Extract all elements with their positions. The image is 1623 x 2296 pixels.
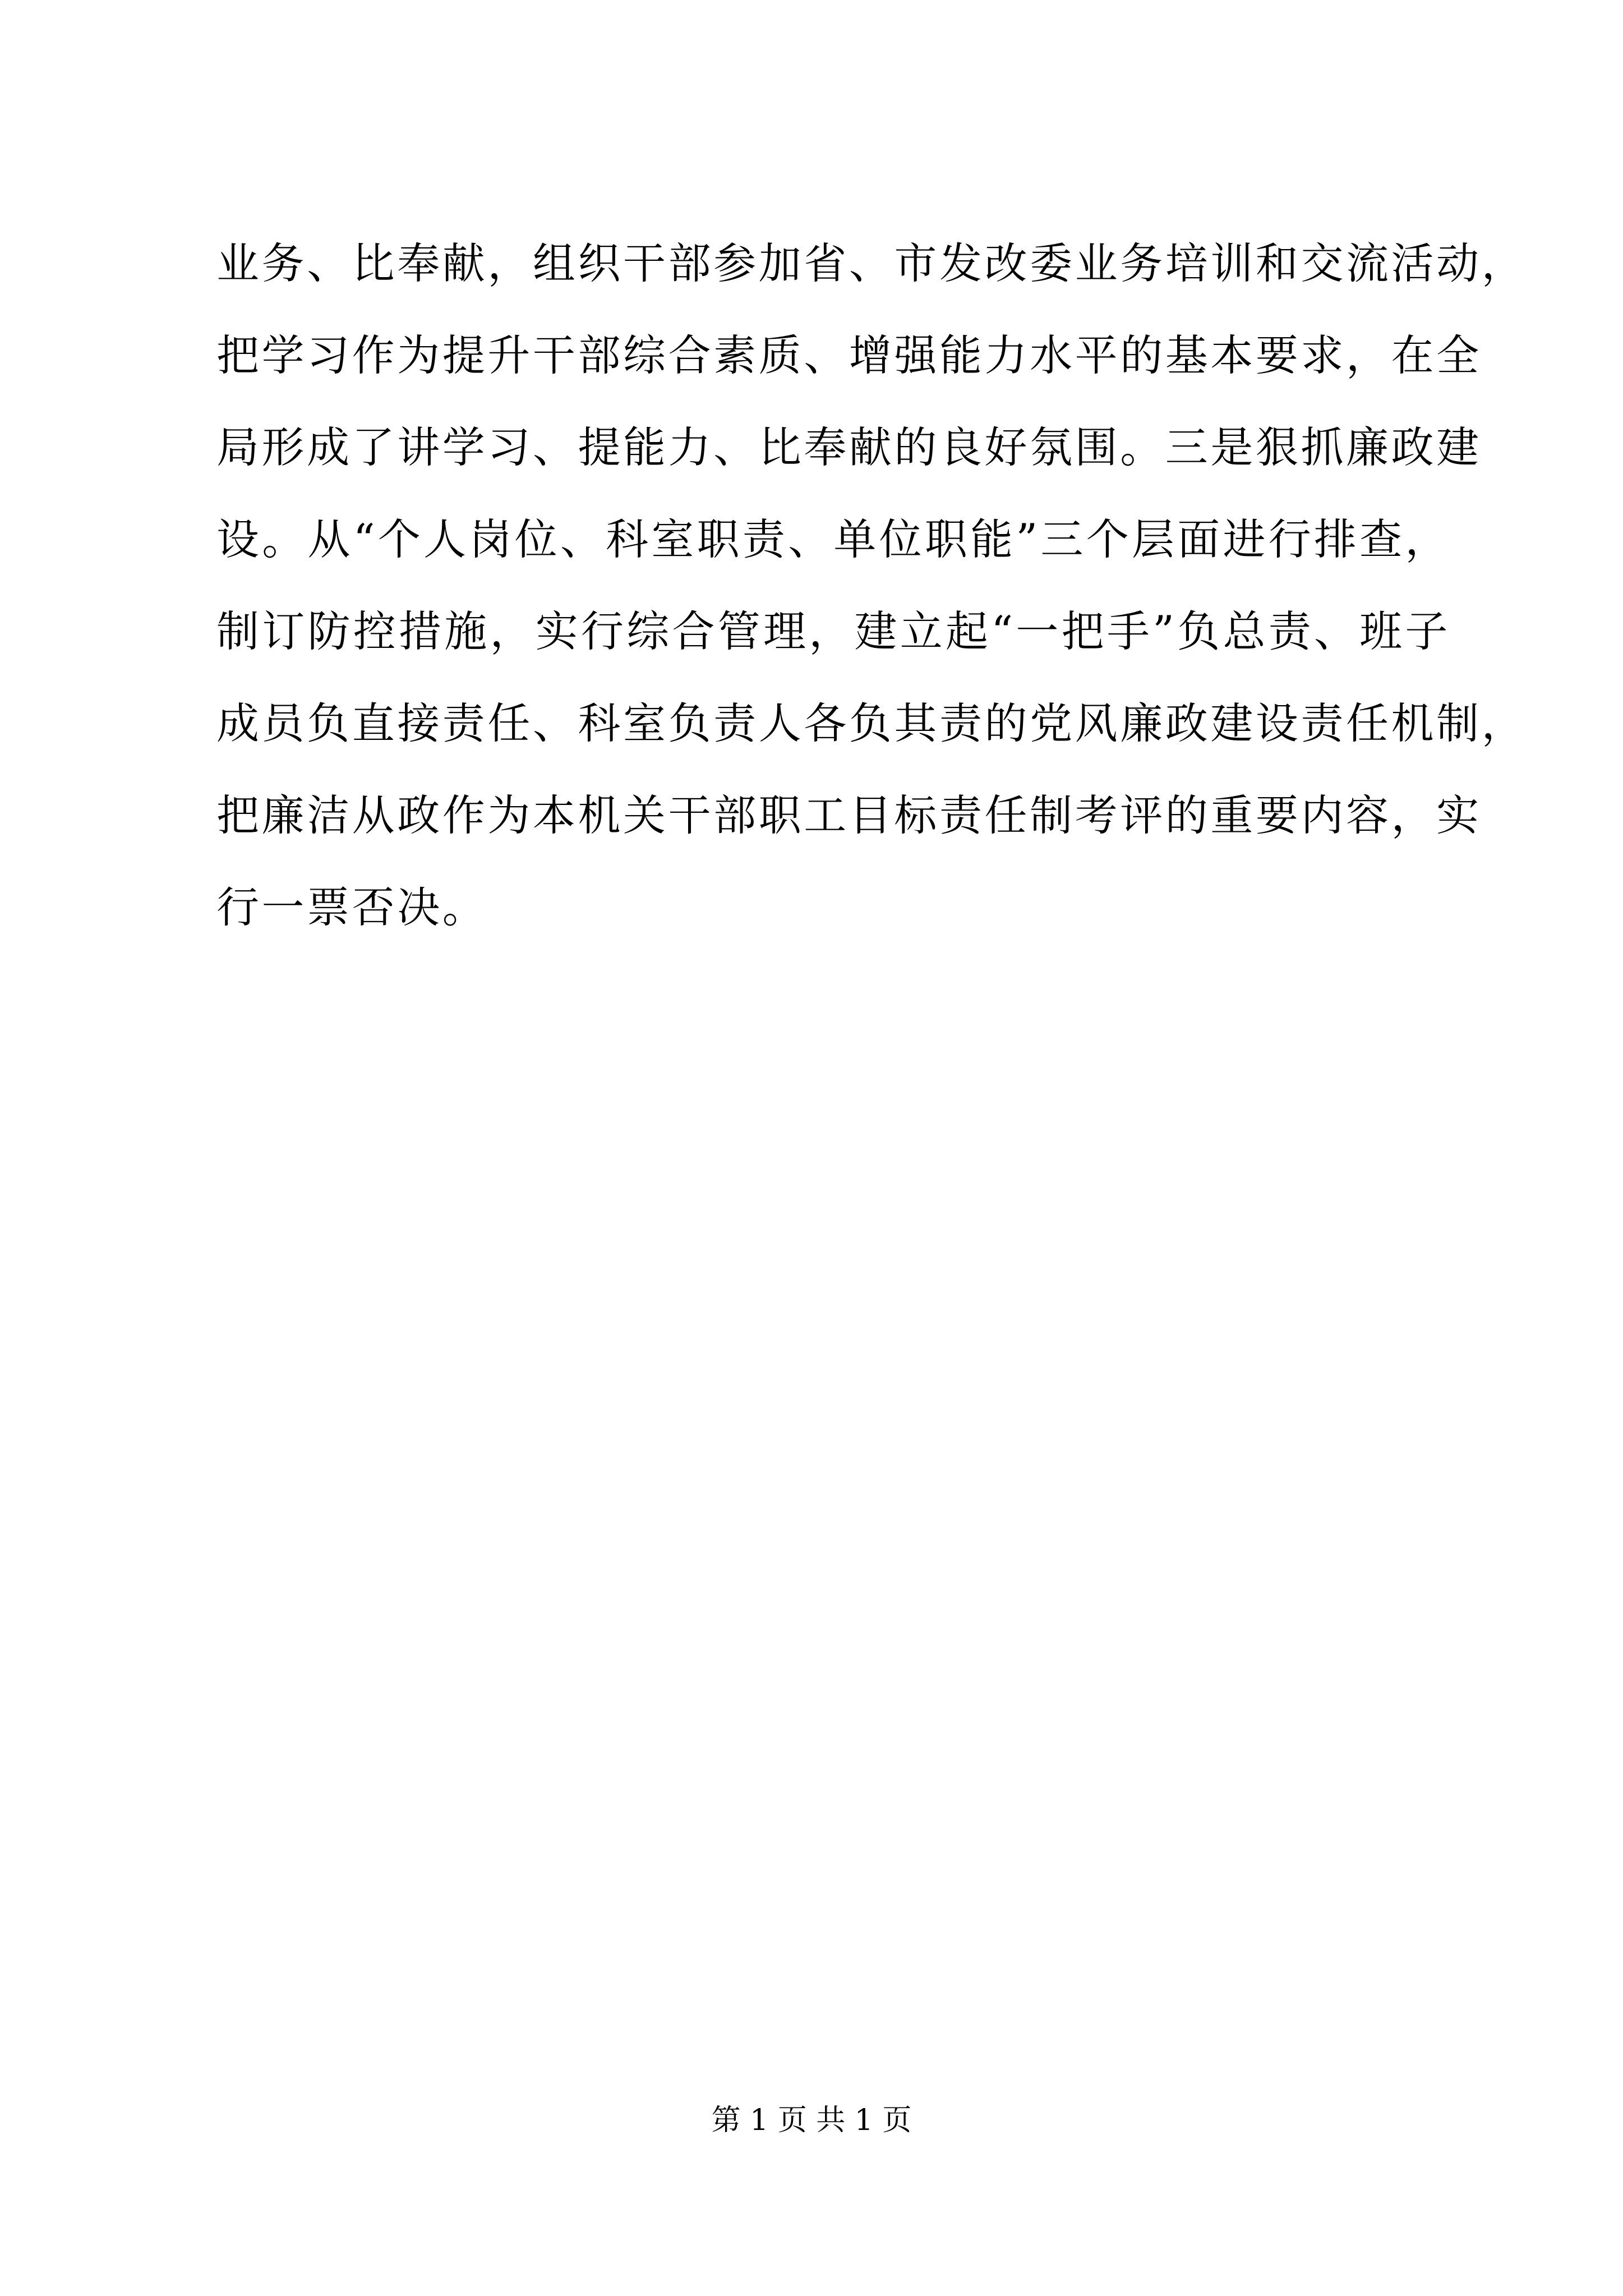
paragraph-line: 把学习作为提升干部综合素质、增强能力水平的基本要求，在全 [216,330,1482,380]
paragraph-line: 成员负直接责任、科室负责人各负其责的党风廉政建设责任机制， [216,698,1527,748]
page-number-footer: 第 1 页 共 1 页 [711,2104,912,2137]
paragraph-line: 行一票否决。 [216,882,488,932]
paragraph-line: 业务、比奉献，组织干部参加省、市发改委业务培训和交流活动， [216,238,1527,288]
paragraph-line: 设。从“个人岗位、科室职责、单位职能”三个层面进行排查， [216,514,1450,564]
paragraph-line: 制订防控措施，实行综合管理，建立起“一把手”负总责、班子 [216,606,1450,656]
body-paragraph [216,218,1527,954]
paragraph-line: 把廉洁从政作为本机关干部职工目标责任制考评的重要内容，实 [216,790,1482,840]
paragraph-line: 局形成了讲学习、提能力、比奉献的良好氛围。三是狠抓廉政建 [216,422,1482,472]
